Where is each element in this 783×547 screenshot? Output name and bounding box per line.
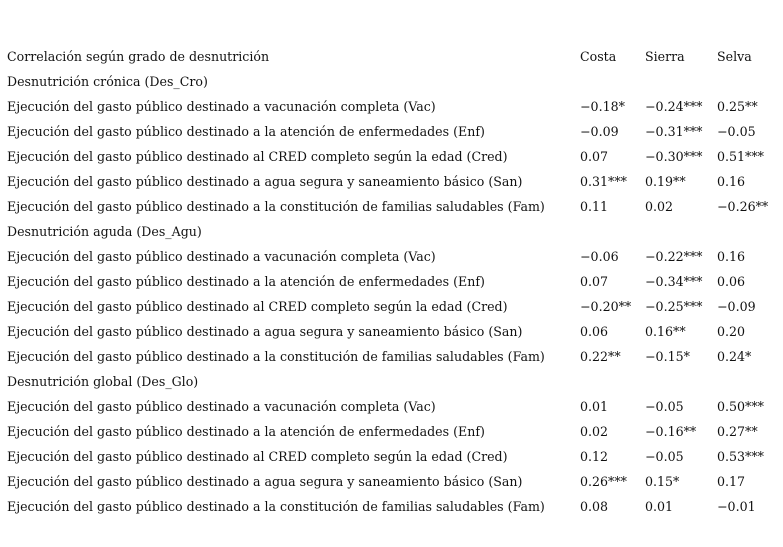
row-label: Ejecución del gasto público destinado a la atención de enfermedades (Enf) bbox=[7, 124, 485, 139]
column-header-costa: Costa bbox=[580, 49, 617, 64]
cell-selva: −0.09 bbox=[717, 299, 756, 314]
cell-costa: 0.22** bbox=[580, 349, 621, 364]
cell-selva: 0.25** bbox=[717, 99, 758, 114]
row-label: Ejecución del gasto público destinado a vacunación completa (Vac) bbox=[7, 99, 436, 114]
cell-costa: 0.11 bbox=[580, 199, 609, 214]
cell-selva: 0.16 bbox=[717, 174, 746, 189]
section-heading bbox=[7, 219, 777, 244]
cell-sierra: −0.16** bbox=[645, 424, 697, 439]
section-heading bbox=[7, 69, 777, 94]
cell-costa: −0.20** bbox=[580, 299, 632, 314]
cell-selva: 0.17 bbox=[717, 474, 746, 489]
table-row bbox=[7, 169, 777, 194]
section-title: Desnutrición global (Des_Glo) bbox=[7, 374, 199, 389]
cell-selva: 0.27** bbox=[717, 424, 758, 439]
table-row bbox=[7, 119, 777, 144]
cell-sierra: −0.25*** bbox=[645, 299, 703, 314]
cell-costa: 0.01 bbox=[580, 399, 609, 414]
cell-costa: 0.12 bbox=[580, 449, 609, 464]
cell-sierra: 0.02 bbox=[645, 199, 674, 214]
row-label: Ejecución del gasto público destinado a la constitución de familias saludables (Fam) bbox=[7, 349, 545, 364]
cell-selva: −0.26** bbox=[717, 199, 769, 214]
row-label: Ejecución del gasto público destinado a agua segura y saneamiento básico (San) bbox=[7, 174, 523, 189]
row-label: Ejecución del gasto público destinado a agua segura y saneamiento básico (San) bbox=[7, 324, 523, 339]
cell-sierra: 0.19** bbox=[645, 174, 686, 189]
cell-sierra: 0.01 bbox=[645, 499, 674, 514]
table-row bbox=[7, 244, 777, 269]
cell-sierra: −0.24*** bbox=[645, 99, 703, 114]
cell-costa: −0.09 bbox=[580, 124, 619, 139]
cell-sierra: −0.05 bbox=[645, 399, 684, 414]
row-label: Ejecución del gasto público destinado a la constitución de familias saludables (Fam) bbox=[7, 199, 545, 214]
cell-sierra: 0.16** bbox=[645, 324, 686, 339]
cell-sierra: 0.15* bbox=[645, 474, 680, 489]
row-label: Ejecución del gasto público destinado a la atención de enfermedades (Enf) bbox=[7, 274, 485, 289]
cell-sierra: −0.15* bbox=[645, 349, 690, 364]
column-header-sierra: Sierra bbox=[645, 49, 685, 64]
cell-costa: 0.06 bbox=[580, 324, 609, 339]
table-row bbox=[7, 419, 777, 444]
row-label: Ejecución del gasto público destinado a la atención de enfermedades (Enf) bbox=[7, 424, 485, 439]
cell-sierra: −0.34*** bbox=[645, 274, 703, 289]
cell-selva: 0.53*** bbox=[717, 449, 764, 464]
table-row bbox=[7, 494, 777, 519]
table-row bbox=[7, 319, 777, 344]
table-header-row bbox=[7, 44, 777, 69]
row-label: Ejecución del gasto público destinado al CRED completo según la edad (Cred) bbox=[7, 449, 508, 464]
cell-costa: 0.26*** bbox=[580, 474, 627, 489]
table-row bbox=[7, 144, 777, 169]
row-label: Ejecución del gasto público destinado al CRED completo según la edad (Cred) bbox=[7, 299, 508, 314]
row-label: Ejecución del gasto público destinado al CRED completo según la edad (Cred) bbox=[7, 149, 508, 164]
cell-costa: 0.07 bbox=[580, 149, 609, 164]
table-row bbox=[7, 94, 777, 119]
correlation-table bbox=[7, 44, 777, 519]
row-label: Ejecución del gasto público destinado a agua segura y saneamiento básico (San) bbox=[7, 474, 523, 489]
cell-costa: 0.07 bbox=[580, 274, 609, 289]
table-row bbox=[7, 469, 777, 494]
cell-costa: −0.18* bbox=[580, 99, 625, 114]
column-header-selva: Selva bbox=[717, 49, 752, 64]
cell-selva: −0.01 bbox=[717, 499, 756, 514]
cell-selva: 0.50*** bbox=[717, 399, 764, 414]
cell-sierra: −0.30*** bbox=[645, 149, 703, 164]
section-title: Desnutrición crónica (Des_Cro) bbox=[7, 74, 208, 89]
table-row bbox=[7, 294, 777, 319]
table-row bbox=[7, 394, 777, 419]
cell-selva: 0.51*** bbox=[717, 149, 764, 164]
cell-sierra: −0.31*** bbox=[645, 124, 703, 139]
cell-selva: 0.20 bbox=[717, 324, 746, 339]
cell-sierra: −0.22*** bbox=[645, 249, 703, 264]
table-row bbox=[7, 344, 777, 369]
row-label: Ejecución del gasto público destinado a vacunación completa (Vac) bbox=[7, 399, 436, 414]
cell-sierra: −0.05 bbox=[645, 449, 684, 464]
row-label: Ejecución del gasto público destinado a vacunación completa (Vac) bbox=[7, 249, 436, 264]
section-title: Desnutrición aguda (Des_Agu) bbox=[7, 224, 202, 239]
table-row bbox=[7, 444, 777, 469]
cell-selva: 0.16 bbox=[717, 249, 746, 264]
row-label: Ejecución del gasto público destinado a la constitución de familias saludables (Fam) bbox=[7, 499, 545, 514]
table-row bbox=[7, 194, 777, 219]
cell-costa: −0.06 bbox=[580, 249, 619, 264]
cell-selva: −0.05 bbox=[717, 124, 756, 139]
table-title: Correlación según grado de desnutrición bbox=[7, 49, 270, 64]
cell-selva: 0.06 bbox=[717, 274, 746, 289]
section-heading bbox=[7, 369, 777, 394]
cell-costa: 0.08 bbox=[580, 499, 609, 514]
cell-costa: 0.31*** bbox=[580, 174, 627, 189]
table-row bbox=[7, 269, 777, 294]
cell-selva: 0.24* bbox=[717, 349, 752, 364]
cell-costa: 0.02 bbox=[580, 424, 609, 439]
